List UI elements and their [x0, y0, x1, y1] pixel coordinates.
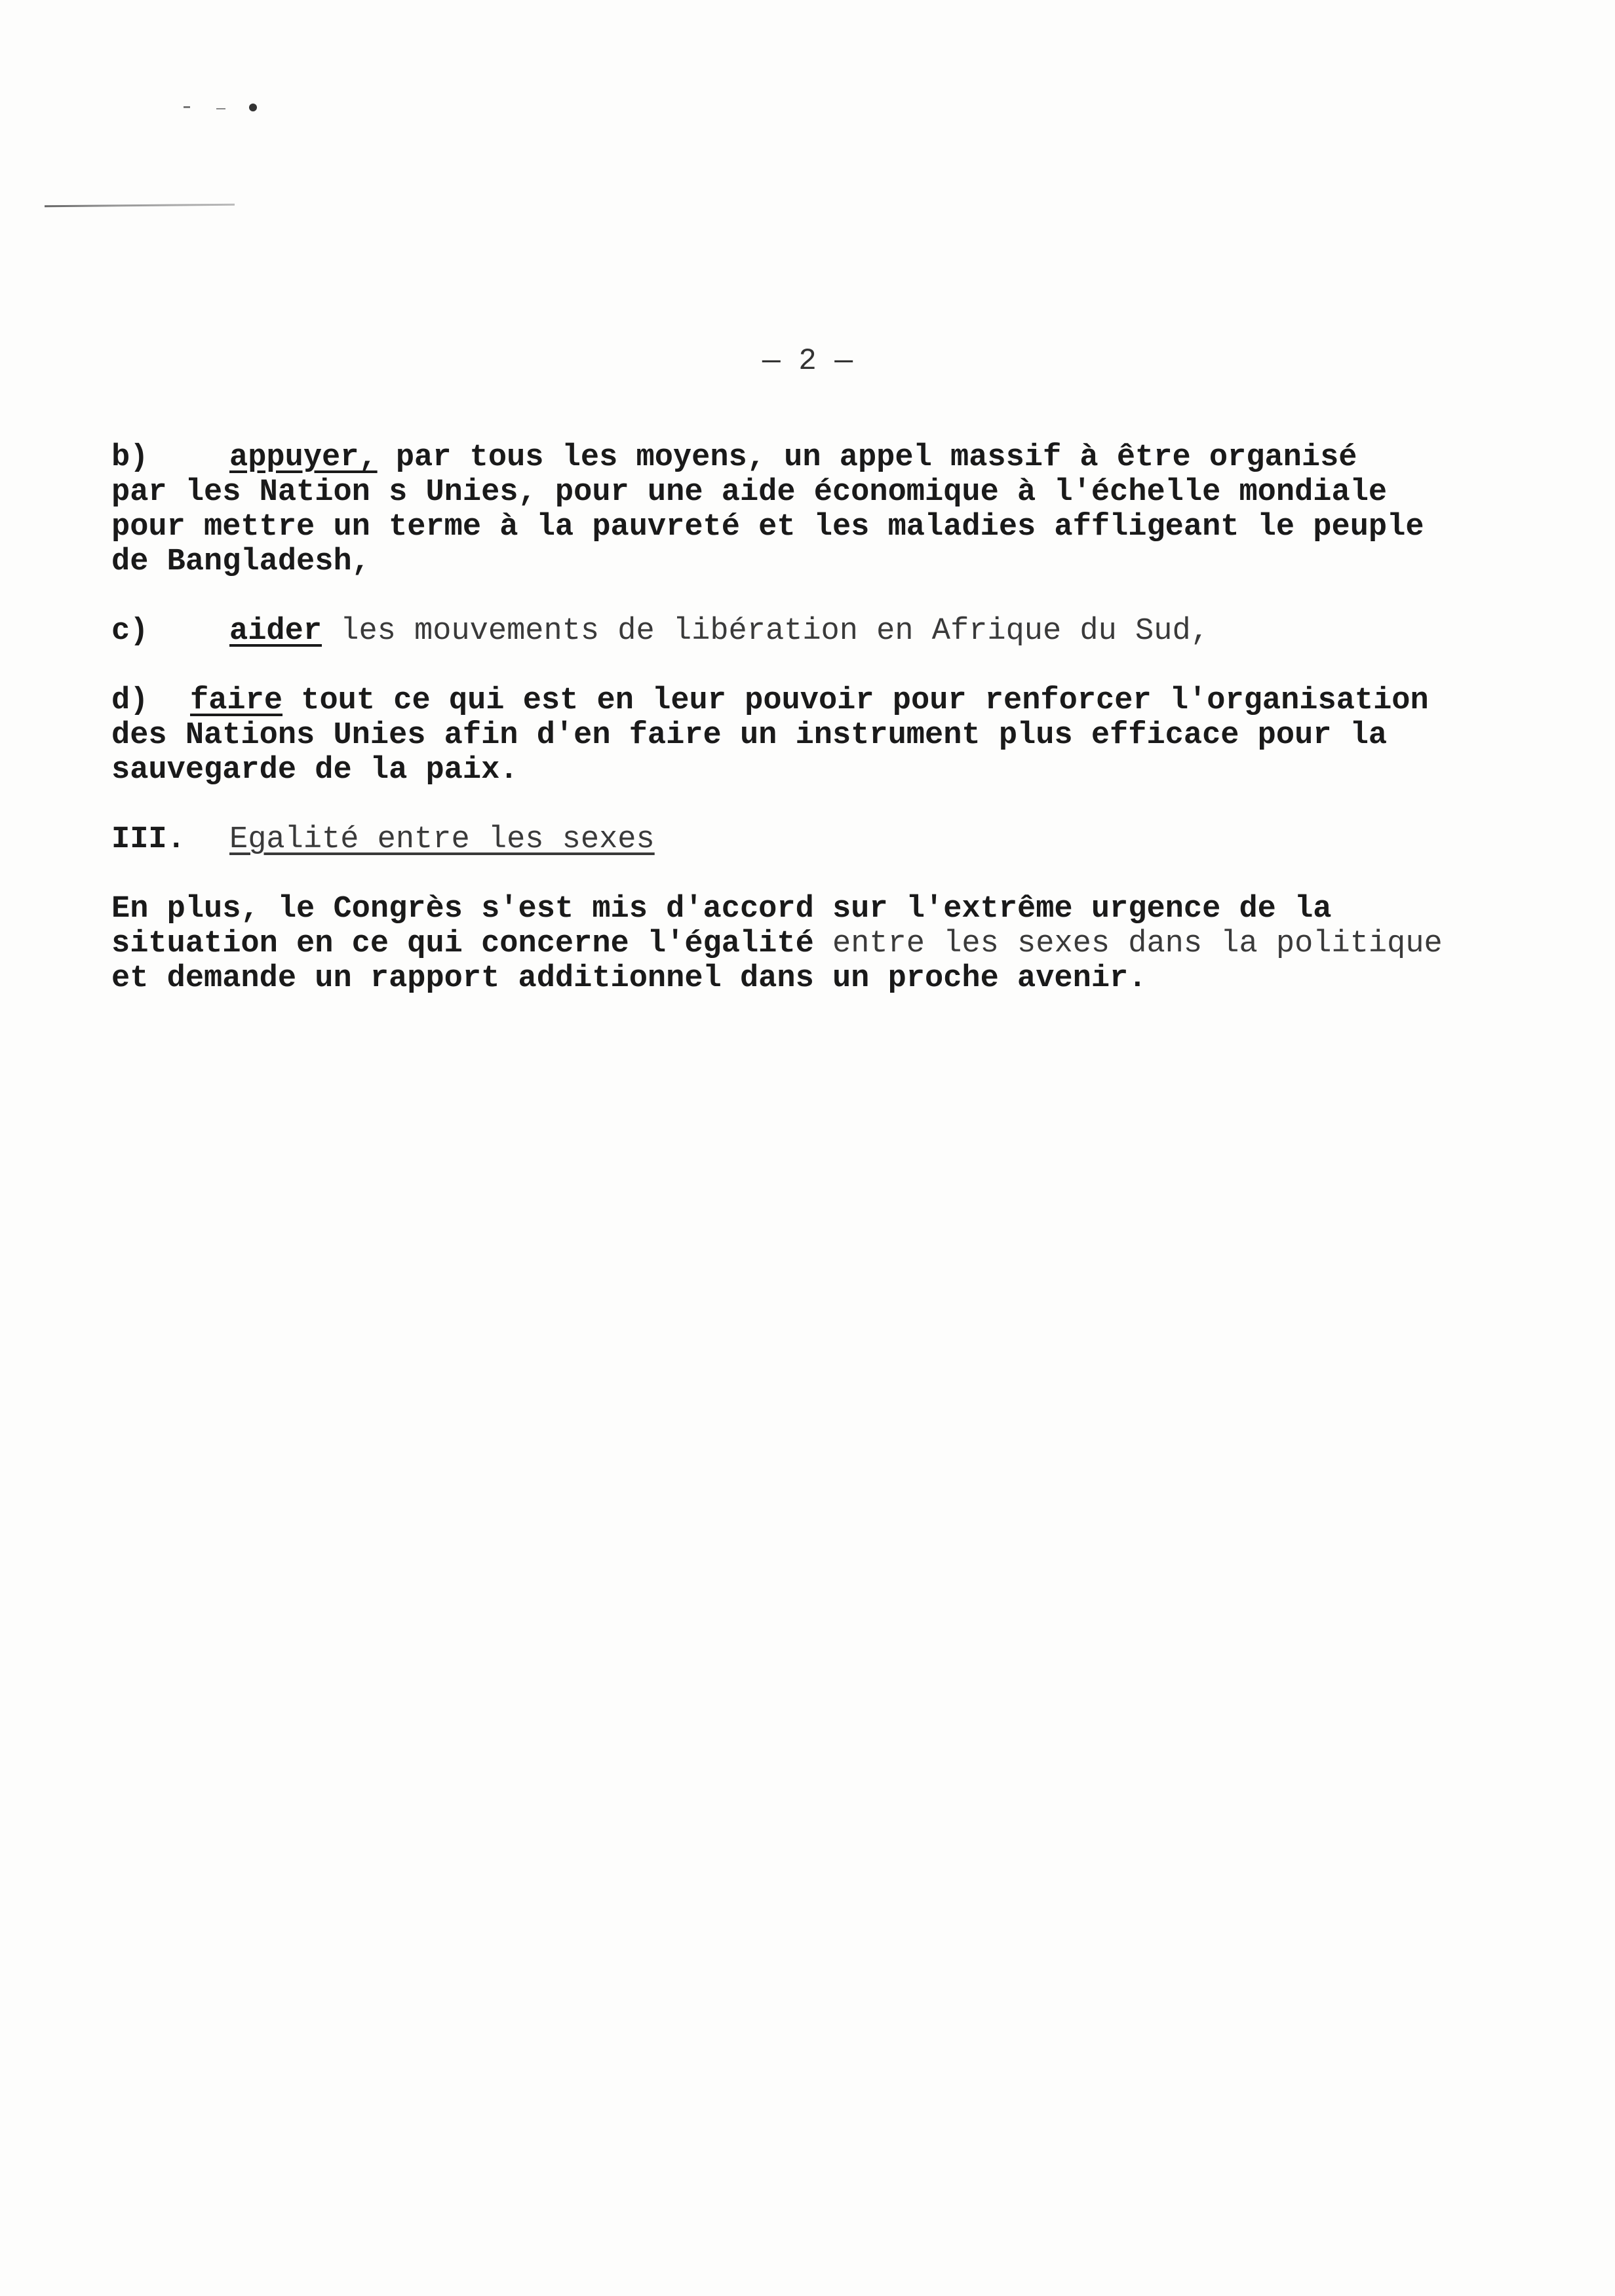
scan-mark-dot: [249, 104, 257, 111]
section-title: Egalité entre les sexes: [229, 822, 655, 857]
paragraph-d: [111, 683, 1521, 788]
paragraph-text: sauvegarde de la paix.: [111, 753, 518, 788]
document-body: [111, 440, 1521, 996]
paragraph-text: des Nations Unies afin d'en faire un instrument plus efficace pour la: [111, 718, 1388, 753]
paragraph-text: par tous les moyens, un appel massif à être organisé: [377, 440, 1357, 475]
item-keyword: aider: [229, 614, 322, 649]
paragraph-text: les mouvements de libération en Afrique du Sud,: [322, 614, 1209, 649]
closing-paragraph: [111, 892, 1521, 996]
paragraph-c: [111, 614, 1521, 649]
paragraph-text: et demande un rapport additionnel dans un proche avenir.: [111, 961, 1147, 996]
paragraph-text: de Bangladesh,: [111, 545, 370, 579]
item-label: d): [111, 683, 149, 718]
paragraph-text: entre les sexes dans la politique: [813, 927, 1443, 961]
item-keyword: appuyer,: [229, 440, 378, 475]
paragraph-text: tout ce qui est en leur pouvoir pour renforcer l'organisation: [282, 683, 1429, 718]
section-heading: [111, 822, 1521, 857]
scan-mark: [184, 106, 190, 108]
scan-mark-line: [45, 204, 235, 208]
item-label: c): [111, 614, 149, 649]
paragraph-text: situation en ce qui concerne l'égalité: [111, 927, 814, 961]
scan-mark: [216, 108, 225, 109]
paragraph-text: par les Nation s Unies, pour une aide économique à l'échelle mondiale: [111, 475, 1388, 510]
paragraph-text: En plus, le Congrès s'est mis d'accord sur l'extrême urgence de la: [111, 892, 1332, 927]
page-number: — 2 —: [762, 344, 853, 378]
section-numeral: III.: [111, 822, 185, 857]
item-keyword: faire: [190, 683, 283, 718]
item-label: b): [111, 440, 149, 475]
paragraph-text: pour mettre un terme à la pauvreté et les maladies affligeant le peuple: [111, 510, 1424, 545]
paragraph-b: [111, 440, 1521, 579]
